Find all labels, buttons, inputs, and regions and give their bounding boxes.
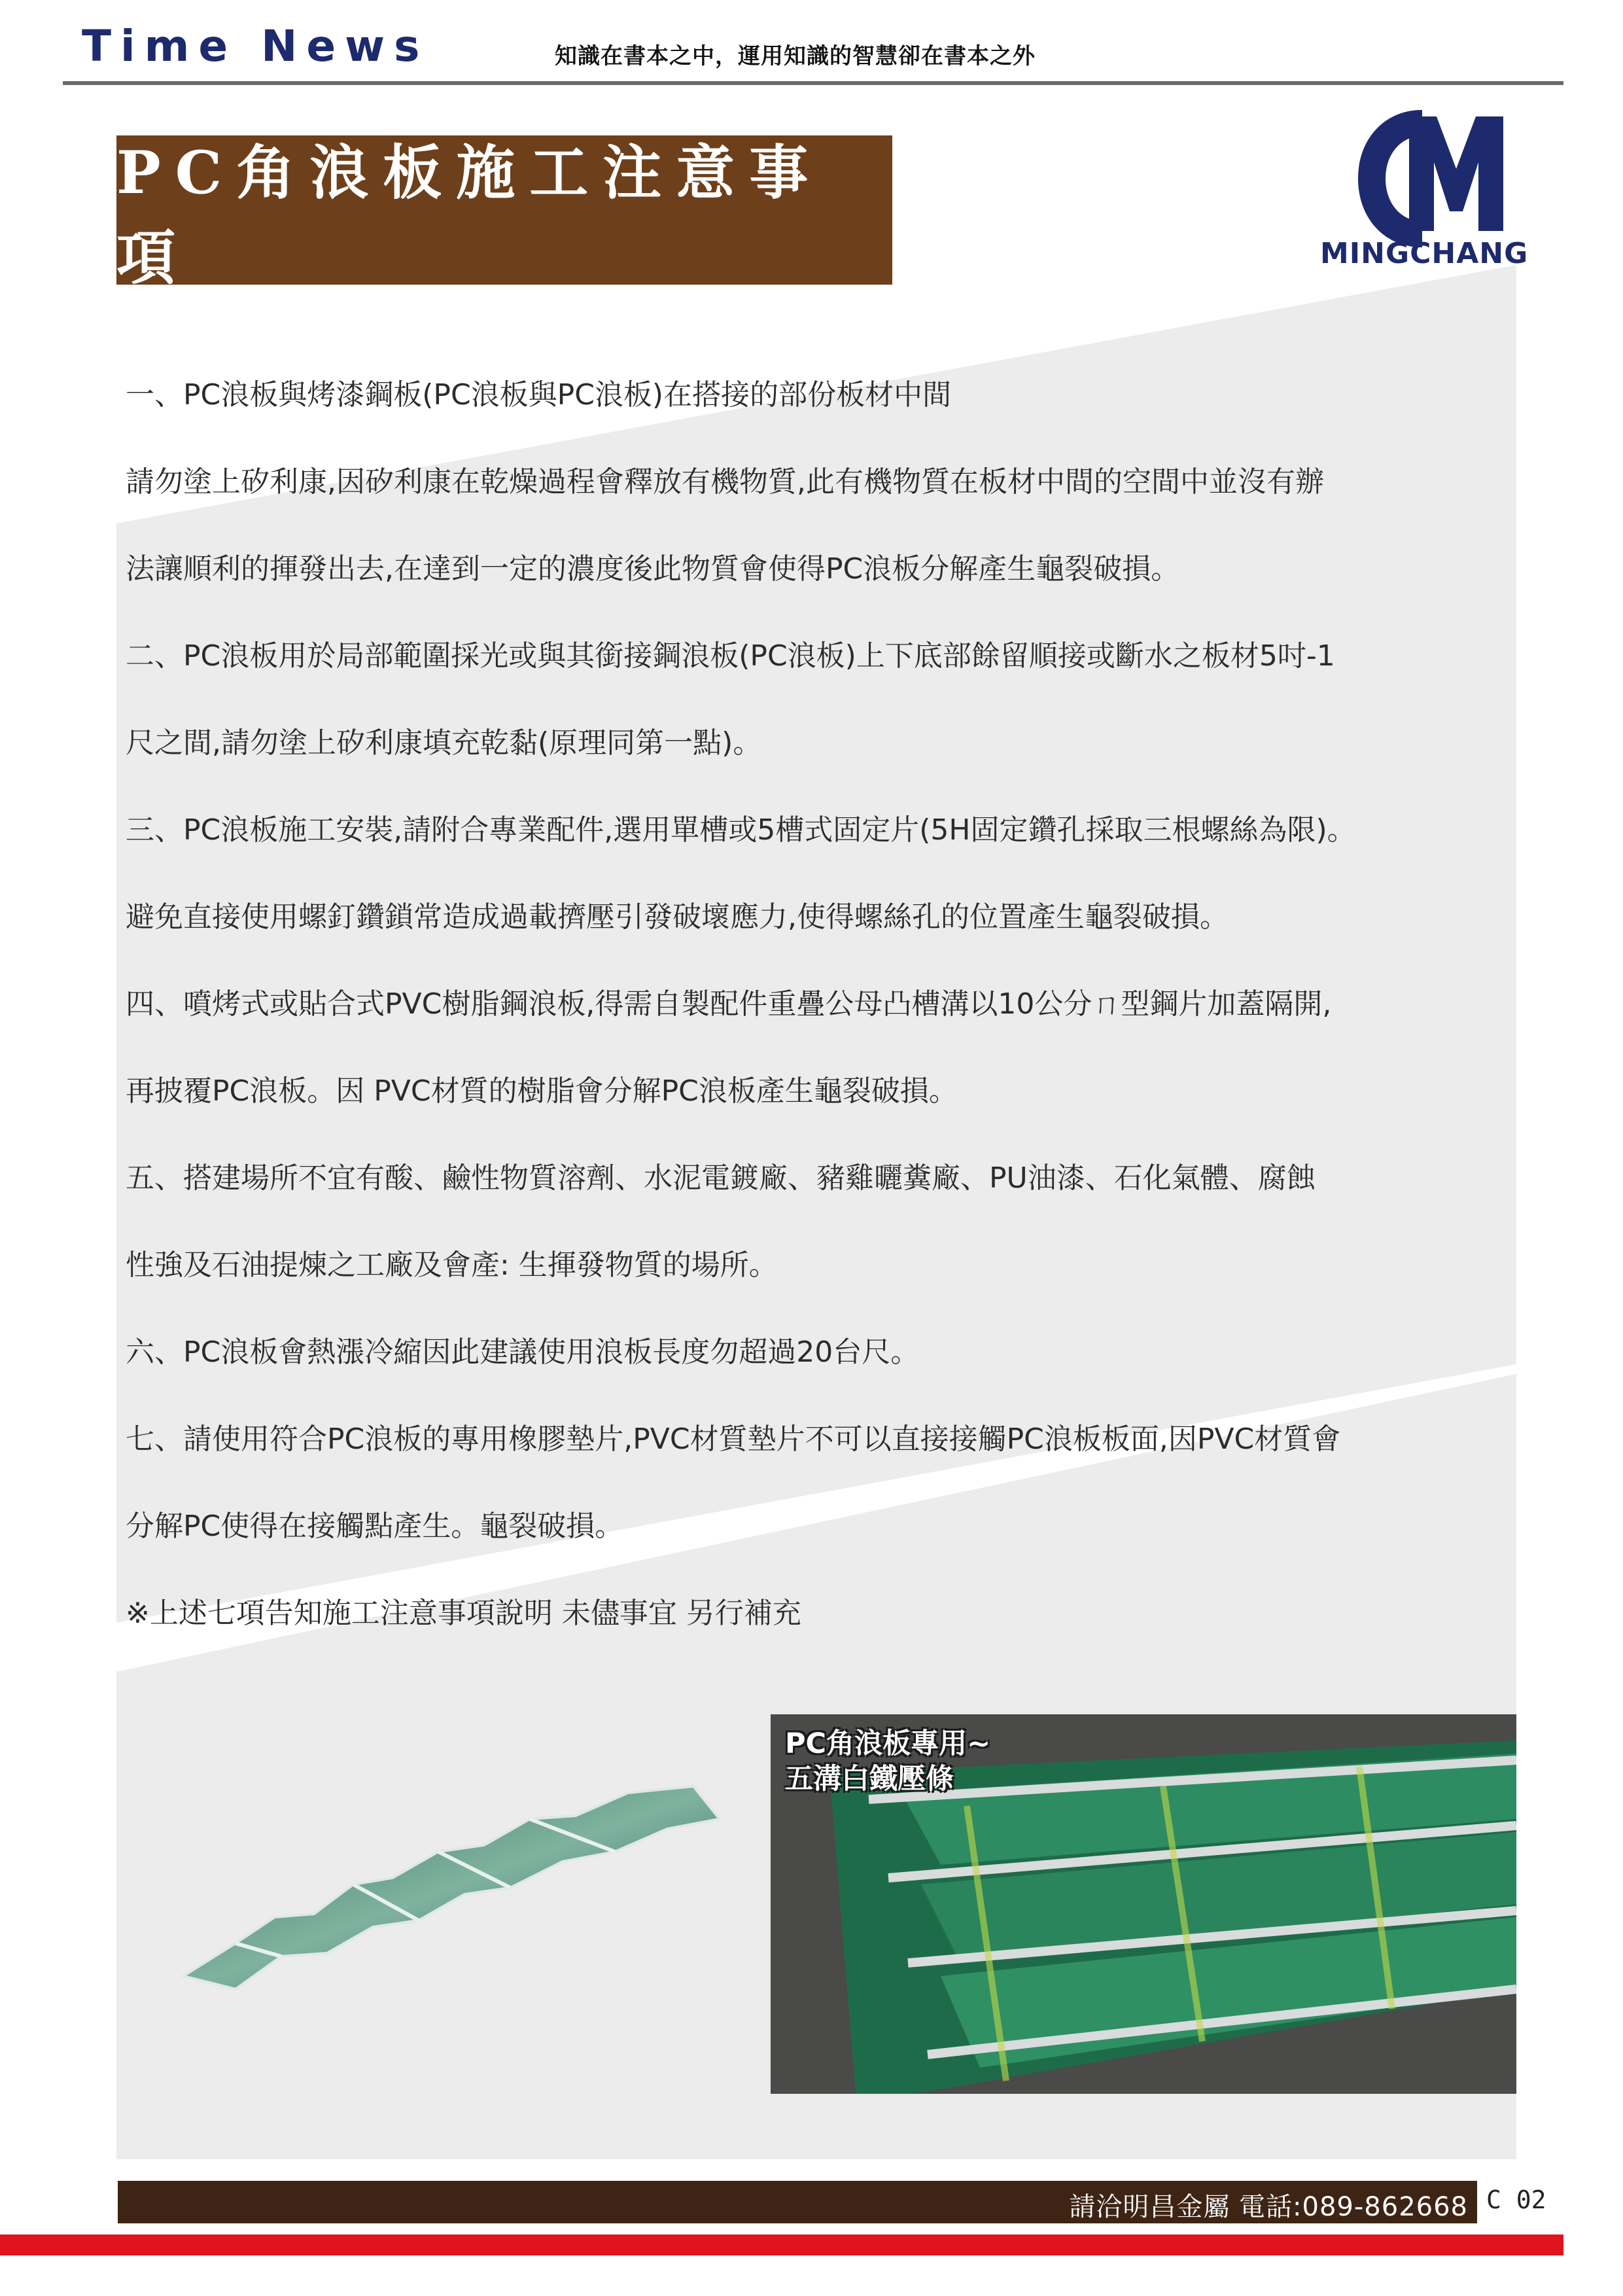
masthead: Time News xyxy=(82,21,429,71)
corrugated-sheet-image xyxy=(157,1780,746,2002)
paragraph-line: 二、PC浪板用於局部範圍採光或與其銜接鋼浪板(PC浪板)上下底部餘留順接或斷水之板材5吋-1 xyxy=(126,639,1335,673)
paragraph-line: 性強及石油提煉之工廠及會產: 生揮發物質的場所。 xyxy=(126,1248,778,1282)
paragraph-line: 法讓順利的揮發出去,在達到一定的濃度後此物質會使得PC浪板分解產生龜裂破損。 xyxy=(126,552,1180,586)
notice-body xyxy=(126,373,1519,1678)
paragraph-line: 尺之間,請勿塗上矽利康填充乾黏(原理同第一點)。 xyxy=(126,726,762,760)
paragraph-line: 再披覆PC浪板。因 PVC材質的樹脂會分解PC浪板產生龜裂破損。 xyxy=(126,1074,958,1108)
header-divider xyxy=(63,81,1563,85)
paragraph-line: 請勿塗上矽利康,因矽利康在乾燥過程會釋放有機物質,此有機物質在板材中間的空間中並沒有辦 xyxy=(126,465,1324,499)
caption-line-2: 五溝白鐵壓條 xyxy=(785,1763,954,1795)
tagline: 知識在書本之中，運用知識的智慧卻在書本之外 xyxy=(555,43,1036,69)
paragraph-line: 五、搭建場所不宜有酸、鹼性物質溶劑、水泥電鍍廠、豬雞曬糞廠、PU油漆、石化氣體、腐蝕 xyxy=(126,1161,1316,1195)
caption-line-1: PC角浪板專用~ xyxy=(785,1727,991,1760)
contact-info: 請洽明昌金屬 電話:089-862668 xyxy=(1069,2192,1468,2222)
paragraph-line: 七、請使用符合PC浪板的專用橡膠墊片,PVC材質墊片不可以直接接觸PC浪板板面,因PVC材質會 xyxy=(126,1422,1341,1456)
photo-caption xyxy=(785,1726,990,1797)
title-banner xyxy=(116,135,892,292)
footer-red-rule xyxy=(0,2234,1563,2255)
paragraph-line: ※上述七項告知施工注意事項說明 未儘事宜 另行補充 xyxy=(126,1597,801,1630)
page-title: PC角浪板施工注意事項 xyxy=(116,138,823,292)
paragraph-line: 四、噴烤式或貼合式PVC樹脂鋼浪板,得需自製配件重疊公母凸槽溝以10公分ㄇ型鋼片加蓋隔開, xyxy=(126,987,1332,1021)
page-number: C 02 xyxy=(1486,2185,1546,2214)
footer-bar xyxy=(118,2181,1477,2223)
paragraph-line: 一、PC浪板與烤漆鋼板(PC浪板與PC浪板)在搭接的部份板材中間 xyxy=(126,378,952,412)
product-photo xyxy=(771,1714,1516,2094)
paragraph-line: 避免直接使用螺釘鑽鎖常造成過載擠壓引發破壞應力,使得螺絲孔的位置產生龜裂破損。 xyxy=(126,900,1229,934)
paragraph-line: 六、PC浪板會熱漲冷縮因此建議使用浪板長度勿超過20台尺。 xyxy=(126,1335,920,1369)
paragraph-line: 三、PC浪板施工安裝,請附合專業配件,選用單槽或5槽式固定片(5H固定鑽孔採取三根螺絲為限)。 xyxy=(126,813,1356,847)
logo-wordmark: MINGCHANG xyxy=(1320,237,1529,270)
paragraph-line: 分解PC使得在接觸點產生。龜裂破損。 xyxy=(126,1510,624,1543)
